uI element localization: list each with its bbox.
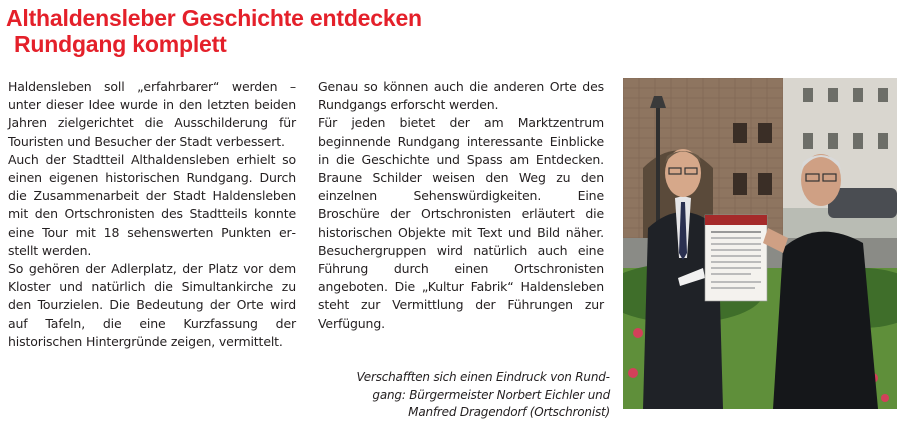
paragraph: Haldensleben soll „erfahrbarer“ werden – unter dieser Idee wurde in den letzten beiden Jahren zielgerichtet die Ausschilderung für Touristen und Besucher der Stadt verbessert. (8, 79, 296, 149)
paragraph: Genau so können auch die anderen Orte des Rundgangs erforscht werden. (318, 79, 604, 113)
window (758, 173, 772, 195)
paragraph: So gehören der Adlerplatz, der Platz vor dem Kloster und natürlich die Simultankirche zu den Tourzielen. Die Bedeutung der Orte wird auf Tafeln, die eine Kurzfassung der historischen Hintergründe zeigen, vermittelt. (8, 261, 296, 349)
paragraph: Für jeden bietet der am Marktzentrum beginnende Rundgang interessante Einblicke in die Geschichte und Spass am Entdecken. Braune Schilder weisen den Weg zu den einzelnen Sehenswürdigkeiten. Eine Broschüre der Ortschronisten erläutert die historischen Objekte mit Text und Bild näher. Besuchergruppen wird natürlich auch eine Führung durch einen Ortschronisten angeboten. Die „Kultur Fabrik“ Haldensleben steht zur Vermittlung der Führungen zur Verfügung. (318, 115, 604, 331)
window (878, 133, 888, 149)
window (878, 88, 888, 102)
window (828, 88, 838, 102)
poster-sign (705, 215, 767, 301)
article-column-2 (318, 78, 604, 333)
photo-caption: Verschafften sich einen Eindruck von Rundgang: Bürgermeister Norbert Eichler und Manfred Dragendorf (Ortschronist) (356, 370, 610, 419)
window (803, 88, 813, 102)
headline-line-2: Rundgang komplett (14, 31, 227, 57)
window (733, 123, 747, 143)
window (758, 123, 772, 143)
window (733, 173, 747, 195)
window (853, 133, 863, 149)
paragraph: Auch der Stadtteil Althaldensleben erhielt so einen eigenen historischen Rundgang. Durch die Zusammenarbeit der Stadt Haldensleben mit den Ortschronisten des Stadtteils konnte eine Tour mit 18 sehenswerten Punkten erstellt werden. (8, 151, 296, 258)
headline-line-1: Althaldensleber Geschichte entdecken (6, 5, 422, 31)
article-column-1 (8, 78, 296, 351)
window (803, 133, 813, 149)
article-headline (6, 5, 606, 57)
window (828, 133, 838, 149)
window (853, 88, 863, 102)
article-photo (623, 78, 897, 409)
